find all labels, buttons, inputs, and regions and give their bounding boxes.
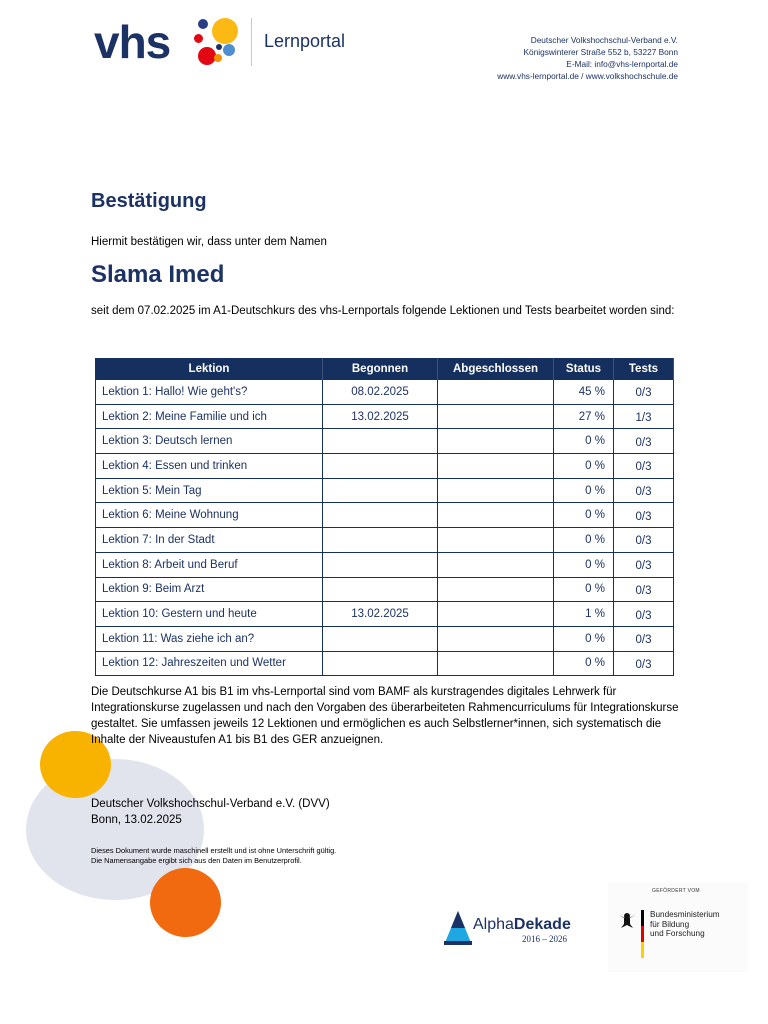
table-row xyxy=(96,602,674,627)
cell-abgeschlossen xyxy=(438,454,554,479)
logo-wordmark: vhs xyxy=(94,16,171,68)
cell-status: 0 % xyxy=(554,651,614,676)
cell-begonnen xyxy=(323,454,438,479)
cell-lektion: Lektion 6: Meine Wohnung xyxy=(96,503,323,528)
alphadekade-logo xyxy=(440,906,590,952)
cell-tests: 0/3 xyxy=(614,429,674,454)
cell-abgeschlossen xyxy=(438,478,554,503)
cell-status: 0 % xyxy=(554,626,614,651)
cell-lektion: Lektion 1: Hallo! Wie geht's? xyxy=(96,380,323,405)
cell-lektion: Lektion 2: Meine Familie und ich xyxy=(96,404,323,429)
organization-address xyxy=(497,34,678,82)
since-text: seit dem 07.02.2025 im A1-Deutschkurs des vhs-Lernportals folgende Lektionen und Tests bearbeitet worden sind: xyxy=(91,305,675,317)
cell-status: 27 % xyxy=(554,404,614,429)
cell-status: 45 % xyxy=(554,380,614,405)
org-websites[interactable]: www.vhs-lernportal.de / www.volkshochschule.de xyxy=(497,71,678,81)
bmbf-name-line-2: für Bildung xyxy=(650,919,690,929)
cell-begonnen xyxy=(323,552,438,577)
header-begonnen: Begonnen xyxy=(323,358,438,380)
cell-lektion: Lektion 9: Beim Arzt xyxy=(96,577,323,602)
cell-tests: 0/3 xyxy=(614,626,674,651)
cell-abgeschlossen xyxy=(438,503,554,528)
cell-lektion: Lektion 7: In der Stadt xyxy=(96,528,323,553)
cell-tests: 0/3 xyxy=(614,577,674,602)
signature-block xyxy=(91,796,330,828)
alpha-word: Alpha xyxy=(473,916,514,933)
bmbf-funded-label: GEFÖRDERT VOM xyxy=(652,888,700,894)
cell-begonnen xyxy=(323,528,438,553)
cell-begonnen xyxy=(323,478,438,503)
bmbf-name-line-3: und Forschung xyxy=(650,929,705,938)
cell-lektion: Lektion 12: Jahreszeiten und Wetter xyxy=(96,651,323,676)
cell-status: 0 % xyxy=(554,577,614,602)
cell-lektion: Lektion 10: Gestern und heute xyxy=(96,602,323,627)
person-name: Slama Imed xyxy=(91,261,225,288)
table-row xyxy=(96,552,674,577)
cell-begonnen: 08.02.2025 xyxy=(323,380,438,405)
cell-lektion: Lektion 3: Deutsch lernen xyxy=(96,429,323,454)
logo-dot-orange xyxy=(212,18,238,44)
disclaimer-line-2: Die Namensangabe ergibt sich aus den Daten im Benutzerprofil. xyxy=(91,856,302,865)
alphadekade-years: 2016 – 2026 xyxy=(522,934,567,944)
course-description: Die Deutschkurse A1 bis B1 im vhs-Lernportal sind vom BAMF als kurstragendes digitales Lehrwerk für Integrationskurse zugelassen und nach den Vorgaben des überarbeiteten Rahmencurriculums für Integrationskurse gestaltet. Sie umfassen jeweils 12 Lektionen und ermöglichen es auch Selbstlerner*innen, sich systematisch die Inhalte der Niveaustufen A1 bis B1 des GER anzueignen. xyxy=(91,686,679,746)
table-row xyxy=(96,454,674,479)
org-name: Deutscher Volkshochschul-Verband e.V. xyxy=(530,35,678,45)
cell-tests: 1/3 xyxy=(614,404,674,429)
cell-lektion: Lektion 4: Essen und trinken xyxy=(96,454,323,479)
disclaimer xyxy=(91,846,336,866)
header-abgeschlossen: Abgeschlossen xyxy=(438,358,554,380)
decorative-orange-red-circle xyxy=(150,868,221,937)
cell-tests: 0/3 xyxy=(614,528,674,553)
table-row xyxy=(96,626,674,651)
logo-dot-blue xyxy=(198,19,208,29)
cell-tests: 0/3 xyxy=(614,552,674,577)
cell-lektion: Lektion 5: Mein Tag xyxy=(96,478,323,503)
org-street: Königswinterer Straße 552 b, 53227 Bonn xyxy=(523,47,678,57)
cell-begonnen xyxy=(323,577,438,602)
cell-tests: 0/3 xyxy=(614,454,674,479)
cell-begonnen xyxy=(323,429,438,454)
lesson-progress-table xyxy=(95,358,674,676)
table-row xyxy=(96,478,674,503)
header-lektion: Lektion xyxy=(96,358,323,380)
table-row xyxy=(96,404,674,429)
logo-dot-light-blue xyxy=(223,44,235,56)
table-header-row xyxy=(96,358,674,380)
cell-tests: 0/3 xyxy=(614,602,674,627)
cell-abgeschlossen xyxy=(438,651,554,676)
table-row xyxy=(96,429,674,454)
cell-tests: 0/3 xyxy=(614,380,674,405)
cell-tests: 0/3 xyxy=(614,651,674,676)
cell-lektion: Lektion 11: Was ziehe ich an? xyxy=(96,626,323,651)
cell-status: 0 % xyxy=(554,454,614,479)
header-status: Status xyxy=(554,358,614,380)
dekade-word: Dekade xyxy=(513,916,571,933)
cell-begonnen xyxy=(323,626,438,651)
cell-abgeschlossen xyxy=(438,626,554,651)
cell-status: 0 % xyxy=(554,528,614,553)
federal-eagle-icon xyxy=(618,910,636,930)
cell-tests: 0/3 xyxy=(614,503,674,528)
page-title: Bestätigung xyxy=(91,190,207,212)
intro-text: Hiermit bestätigen wir, dass unter dem Namen xyxy=(91,236,327,248)
table-body xyxy=(96,380,674,676)
logo-dot-red xyxy=(194,34,203,43)
disclaimer-line-1: Dieses Dokument wurde maschinell erstellt und ist ohne Unterschrift gültig. xyxy=(91,846,337,855)
table-row xyxy=(96,503,674,528)
logo-divider xyxy=(251,18,252,66)
logo-dot-navy-small xyxy=(216,44,222,50)
cell-abgeschlossen xyxy=(438,404,554,429)
cell-begonnen xyxy=(323,503,438,528)
cell-abgeschlossen xyxy=(438,429,554,454)
cell-status: 0 % xyxy=(554,552,614,577)
bmbf-name xyxy=(650,910,720,939)
alphadekade-text xyxy=(473,916,571,934)
bmbf-name-line-1: Bundesministerium xyxy=(650,910,720,919)
vhs-lernportal-logo[interactable] xyxy=(94,16,354,70)
cell-lektion: Lektion 8: Arbeit und Beruf xyxy=(96,552,323,577)
table-row xyxy=(96,528,674,553)
cell-abgeschlossen xyxy=(438,380,554,405)
cell-status: 1 % xyxy=(554,602,614,627)
signature-place-date: Bonn, 13.02.2025 xyxy=(91,814,182,826)
table-row xyxy=(96,380,674,405)
signature-org: Deutscher Volkshochschul-Verband e.V. (DVV) xyxy=(91,798,330,810)
cell-abgeschlossen xyxy=(438,602,554,627)
logo-portal-label: Lernportal xyxy=(264,31,346,51)
table-row xyxy=(96,651,674,676)
cell-status: 0 % xyxy=(554,503,614,528)
german-flag-bar-icon xyxy=(641,910,644,958)
cell-tests: 0/3 xyxy=(614,478,674,503)
cell-abgeschlossen xyxy=(438,552,554,577)
org-email[interactable]: E-Mail: info@vhs-lernportal.de xyxy=(566,59,678,69)
bmbf-logo xyxy=(608,882,748,972)
cell-begonnen xyxy=(323,651,438,676)
cell-begonnen: 13.02.2025 xyxy=(323,602,438,627)
header-tests: Tests xyxy=(614,358,674,380)
table-row xyxy=(96,577,674,602)
cell-begonnen: 13.02.2025 xyxy=(323,404,438,429)
cell-status: 0 % xyxy=(554,478,614,503)
alphadekade-triangle-icon xyxy=(444,911,472,945)
cell-abgeschlossen xyxy=(438,577,554,602)
logo-dot-yellow-small xyxy=(214,54,222,62)
cell-status: 0 % xyxy=(554,429,614,454)
cell-abgeschlossen xyxy=(438,528,554,553)
